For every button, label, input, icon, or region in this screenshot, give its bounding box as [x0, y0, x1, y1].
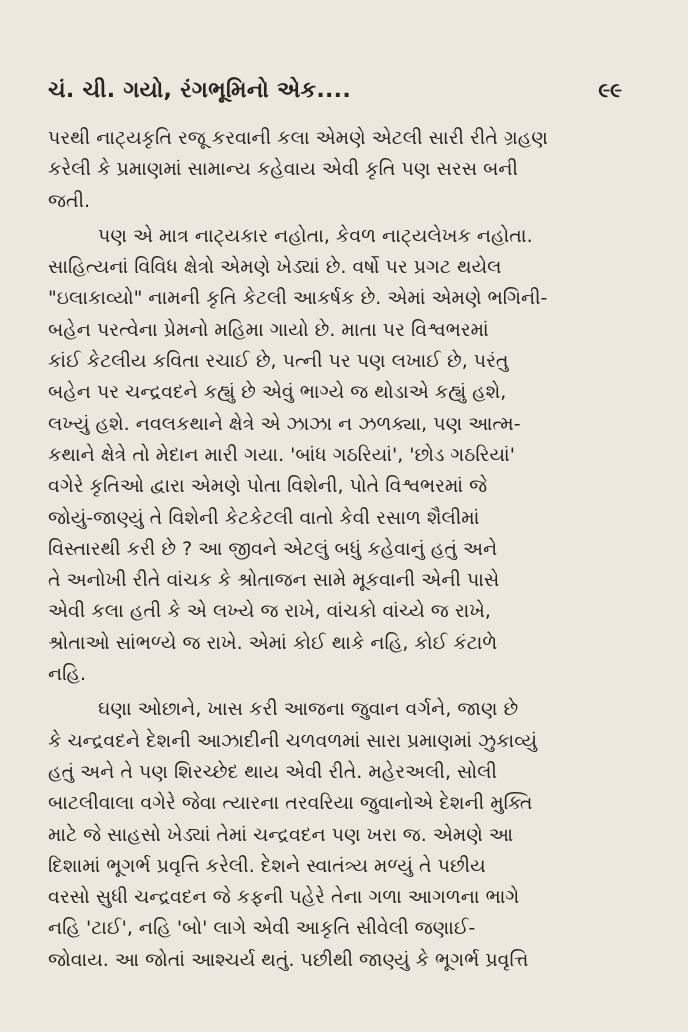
text-line: દિશામાં ભૂગર્ભ પ્રવૃત્તિ કરેલી. દેશને સ્વાતંત્ર્ય મળ્યું તે પછીય — [48, 854, 486, 877]
running-head — [48, 78, 626, 103]
paragraph-2 — [48, 221, 626, 690]
text-line: સાહિત્યનાં વિવિધ ક્ષેત્રો એમણે ખેડ્યાં છે. વર્ષો પર પ્રગટ થયેલ — [48, 256, 502, 279]
text-line: વગેરે કૃતિઓ દ્વારા એમણે પોતા વિશેની, પોતે વિશ્વભરમાં જે — [48, 475, 488, 498]
text-line: જોયું-જાણ્યું તે વિશેની કેટકેટલી વાતો કેવી રસાળ શૈલીમાં — [48, 506, 480, 529]
text-line: પરથી નાટ્યકૃતિ રજૂ કરવાની કલા એમણે એટલી સારી રીતે ગ્રહણ — [48, 127, 548, 149]
paragraph-3 — [48, 694, 626, 976]
text-line: "ઇલાકાવ્યો" નામની કૃતિ કેટલી આકર્ષક છે. એમાં એમણે ભગિની- — [48, 287, 548, 310]
text-line: એવી કલા હતી કે એ લખ્યે જ રાખે, વાંચકો વાંચ્યે જ રાખે, — [48, 600, 491, 623]
page-number: ૯૯ — [598, 78, 622, 102]
text-line: તે અનોખી રીતે વાંચક કે શ્રોતાજન સામે મૂકવાની એની પાસે — [48, 569, 500, 592]
text-line: વરસો સુધી ચન્દ્રવદન જે કફની પહેરે તેના ગળા આગળના ભાગે — [48, 886, 520, 909]
text-line: કથાને ક્ષેત્રે તો મેદાન મારી ગયા. 'બાંધ ગઠરિયાં', 'છોડ ગઠરિયાં' — [48, 443, 515, 466]
text-line: ઘણા ઓછાને, ખાસ કરી આજના જુવાન વર્ગને, જાણ છે — [98, 698, 519, 721]
text-line: પણ એ માત્ર નાટ્યકાર નહોતા, કેવળ નાટ્યલેખક નહોતા. — [98, 224, 533, 247]
text-line: બાટલીવાલા વગેરે જેવા ત્યારના તરવરિયા જુવાનોએ દેશની મુક્તિ — [48, 792, 533, 815]
text-line: માટે જે સાહસો ખેડ્યાં તેમાં ચન્દ્રવદન પણ ખરા જ. એમણે આ — [48, 823, 514, 846]
text-line: કે ચન્દ્રવદને દેશની આઝાદીની ચળવળમાં સારા પ્રમાણમાં ઝુકાવ્યું — [48, 729, 538, 752]
text-line: જોવાય. આ જોતાં આશ્ચર્ય થતું. પછીથી જાણ્યું કે ભૂગર્ભ પ્રવૃત્તિ — [48, 948, 529, 971]
text-line: લખ્યું હશે. નવલકથાને ક્ષેત્રે એ ઝાઝા ન ઝળક્યા, પણ આત્મ- — [48, 412, 521, 435]
paragraph-1 — [48, 123, 626, 217]
text-line: બહેન પરત્વેના પ્રેમનો મહિમા ગાયો છે. માતા પર વિશ્વભરમાં — [48, 318, 489, 341]
running-title: ચં. ચી. ગયો, રંગભૂમિનો એક.... — [48, 78, 351, 103]
text-line: હતું અને તે પણ શિરચ્છેદ થાય એવી રીતે. મહેરઅલી, સોલી — [48, 760, 497, 783]
text-line: કરેલી કે પ્રમાણમાં સામાન્ય કહેવાય એવી કૃતિ પણ સરસ બની — [48, 158, 518, 181]
text-line: બહેન પર ચન્દ્રવદને કહ્યું છે એવું ભાગ્યે જ થોડાએ કહ્યું હશે, — [48, 381, 507, 404]
body-text — [48, 123, 626, 976]
text-line: નહિ 'ટાઈ', નહિ 'બો' લાગે એવી આકૃતિ સીવેલી જણાઈ- — [48, 917, 476, 940]
text-line: વિસ્તારથી કરી છે ? આ જીવને એટલું બધું કહેવાનું હતું અને — [48, 537, 498, 560]
text-line: કાંઈ કેટલીય કવિતા રચાઈ છે, પત્ની પર પણ લખાઈ છે, પરંતુ — [48, 350, 509, 373]
text-line: જતી. — [48, 189, 91, 212]
text-line: નહિ. — [48, 663, 86, 686]
text-line: શ્રોતાઓ સાંભળ્યે જ રાખે. એમાં કોઈ થાકે નહિ, કોઈ કંટાળે — [48, 631, 498, 654]
